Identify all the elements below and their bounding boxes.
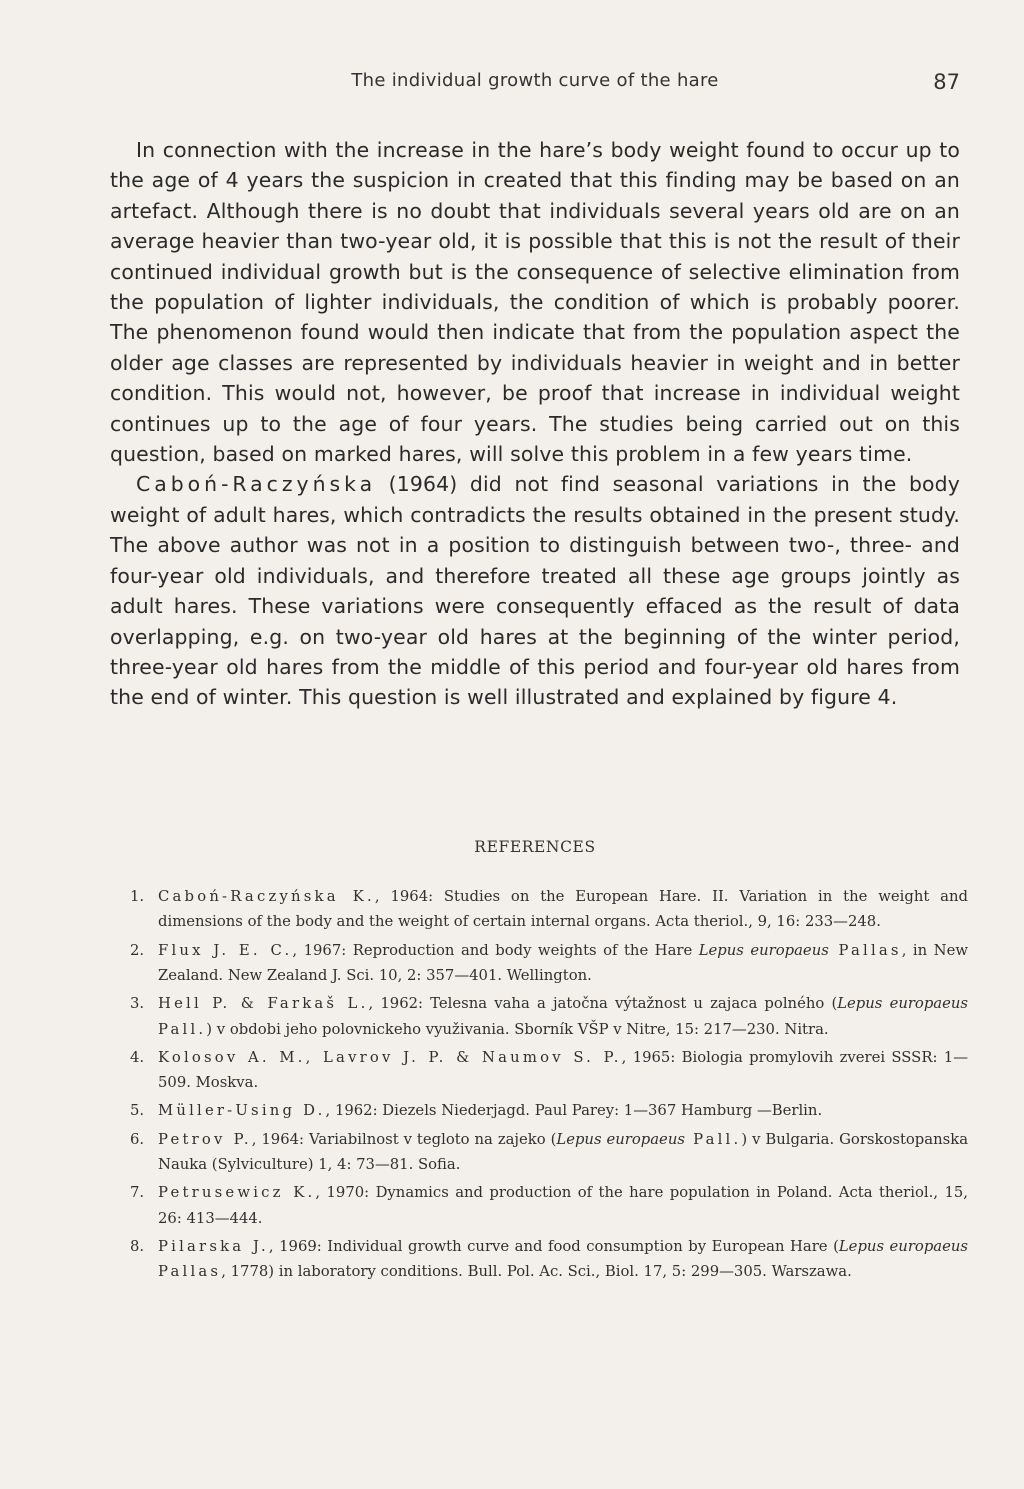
reference-item: [130, 938, 968, 989]
references-heading: REFERENCES: [474, 838, 596, 856]
paragraph-2: [110, 469, 960, 712]
species-name: Lepus europaeus: [698, 941, 829, 959]
reference-text-continued: ) v obdobi jeho polovnickeho využivania. Sborník VŠP v Nitre, 15: 217—230. Nitra.: [206, 1020, 829, 1038]
paragraph-1: In connection with the increase in the hare’s body weight found to occur up to the age of 4 years the suspicion in created that this finding may be based on an artefact. Although there is no doubt that individuals several years old are on an average heavier than two-year old, it is possible that this is not the result of their continued individual growth but is the consequence of selective elimination from the population of lighter individuals, the condition of which is probably poorer. The phenomenon found would then indicate that from the population aspect the older age classes are represented by individuals heavier in weight and in better condition. This would not, however, be proof that increase in individual weight continues up to the age of four years. The studies being carried out on this question, based on marked hares, will solve this problem in a few years time.: [110, 138, 960, 467]
reference-text: , 1965: Biologia promylovih zverei SSSR: 1—509. Moskva.: [158, 1048, 968, 1092]
body-text: [110, 135, 960, 713]
reference-author: Hell P. & Farkaš L.: [158, 995, 369, 1013]
reference-number: 4.: [130, 1048, 145, 1066]
reference-author: Müller-Using D.: [158, 1102, 326, 1120]
species-author: Pallas: [158, 1263, 222, 1281]
reference-number: 5.: [130, 1102, 145, 1120]
reference-text: , 1969: Individual growth curve and food consumption by European Hare (: [268, 1237, 839, 1255]
running-title: The individual growth curve of the hare: [351, 70, 719, 91]
reference-list: [130, 884, 968, 1287]
reference-item: [130, 1234, 968, 1285]
reference-item: [130, 1180, 968, 1231]
reference-author: Caboń-Raczyńska K.: [158, 888, 375, 905]
reference-item: [130, 1127, 968, 1178]
reference-author: Petrov P.: [158, 1130, 252, 1148]
reference-author: Pilarska J.: [158, 1237, 269, 1255]
reference-author: Kolosov A. M., Lavrov J. P. & Naumov S. P.: [158, 1048, 622, 1066]
species-author: Pall.: [158, 1020, 207, 1038]
reference-number: 1.: [130, 888, 145, 905]
reference-text: , 1962: Diezels Niederjagd. Paul Parey: 1—367 Hamburg —Berlin.: [325, 1102, 823, 1120]
reference-author: Petrusewicz K.: [158, 1184, 316, 1202]
paragraph-2-text: (1964) did not find seasonal variations in the body weight of adult hares, which contradicts the results obtained in the present study. The above author was not in a position to distinguish between two-, three- and four-year old individuals, and therefore treated all these age groups jointly as adult hares. These variations were consequently effaced as the result of data overlapping, e.g. on two-year old hares at the beginning of the winter period, three-year old hares from the middle of this period and four-year old hares from the end of winter. This question is well illustrated and explained by figure 4.: [110, 472, 960, 710]
species-author: Pall.: [684, 1130, 742, 1148]
reference-item: [130, 1045, 968, 1096]
page-number: 87: [933, 70, 960, 94]
reference-item: [130, 884, 968, 935]
reference-text: , 1962: Telesna vaha a jatočna výtažnost u zajaca polného (: [368, 995, 838, 1013]
reference-number: 3.: [130, 995, 145, 1013]
reference-text-continued: , 1778) in laboratory conditions. Bull. Pol. Ac. Sci., Biol. 17, 5: 299—305. Warszawa.: [221, 1263, 852, 1281]
species-name: Lepus europaeus: [556, 1130, 685, 1148]
species-author: Pallas: [828, 941, 902, 959]
reference-number: 8.: [130, 1237, 145, 1255]
species-name: Lepus europaeus: [838, 1237, 968, 1255]
reference-text: , 1964: Studies on the European Hare. II. Variation in the weight and dimensions of the body and the weight of certain internal organs. Acta theriol., 9, 16: 233—248.: [158, 888, 968, 931]
cited-author: Caboń-Raczyńska: [136, 472, 377, 497]
reference-text: , 1970: Dynamics and production of the hare population in Poland. Acta theriol., 15, 26: 413—444.: [158, 1184, 968, 1227]
reference-item: [130, 991, 968, 1042]
reference-text: , 1967: Reproduction and body weights of the Hare: [292, 941, 699, 959]
reference-number: 2.: [130, 941, 145, 959]
running-header: [110, 70, 960, 100]
species-name: Lepus europaeus: [837, 995, 969, 1013]
reference-item: [130, 1098, 968, 1123]
reference-text: , 1964: Variabilnost v tegloto na zajeko (: [251, 1130, 557, 1148]
reference-author: Flux J. E. C.: [158, 941, 293, 959]
reference-text-continued: , in New Zealand. New Zealand J. Sci. 10, 2: 357—401. Wellington.: [158, 941, 968, 985]
reference-number: 7.: [130, 1184, 145, 1202]
reference-text-continued: ) v Bulgaria. Gorskostopanska Nauka (Sylviculture) 1, 4: 73—81. Sofia.: [158, 1130, 969, 1174]
reference-number: 6.: [130, 1130, 145, 1148]
